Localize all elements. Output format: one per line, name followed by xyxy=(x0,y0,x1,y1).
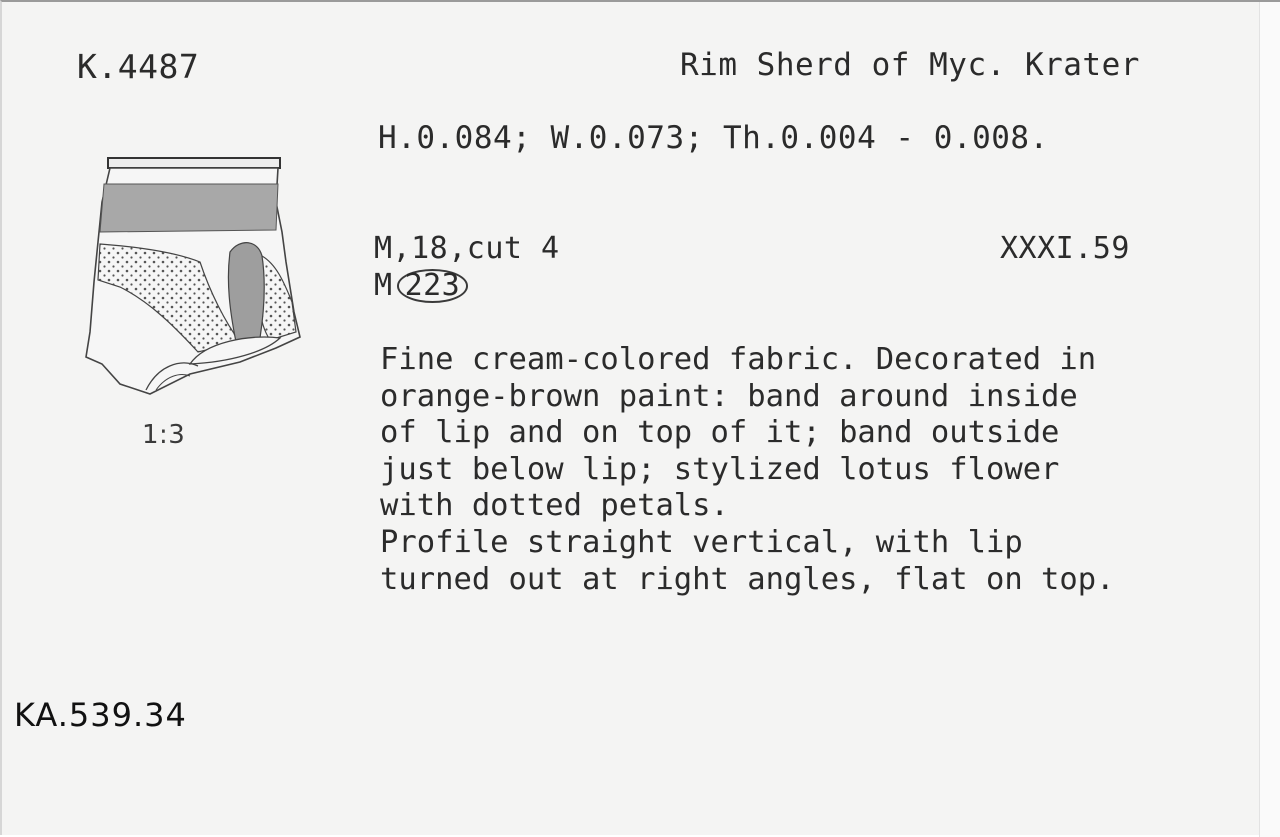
dimensions: H.0.084; W.0.073; Th.0.004 - 0.008. xyxy=(378,120,1049,156)
object-title: Rim Sherd of Myc. Krater xyxy=(680,47,1140,83)
find-context: M,18,cut 4 xyxy=(374,231,560,266)
m-prefix: M xyxy=(374,268,393,303)
card-edge xyxy=(1259,2,1280,837)
lotus-center-petal xyxy=(228,243,264,342)
handwritten-number: KA.539.34 xyxy=(14,696,187,734)
sherd-drawing xyxy=(80,152,306,402)
rim-lip xyxy=(108,158,280,168)
description-line: with dotted petals. xyxy=(380,488,729,524)
description-line: orange-brown paint: band around inside xyxy=(380,378,1078,414)
painted-band xyxy=(100,184,278,232)
description-line: Fine cream-colored fabric. Decorated in xyxy=(380,342,1097,377)
description-line: just below lip; stylized lotus flower xyxy=(380,451,1060,487)
scale-note: 1:3 xyxy=(142,420,186,450)
description-line: of lip and on top of it; band outside xyxy=(380,415,1060,451)
description-line: Profile straight vertical, with lip xyxy=(380,524,1023,560)
accession-number: K.4487 xyxy=(77,47,200,86)
plate-reference: XXXI.59 xyxy=(1000,231,1130,266)
m-number-line xyxy=(374,268,468,303)
description-line: turned out at right angles, flat on top. xyxy=(380,561,1115,597)
m-number-circled: 223 xyxy=(397,269,469,303)
description xyxy=(380,342,1260,598)
